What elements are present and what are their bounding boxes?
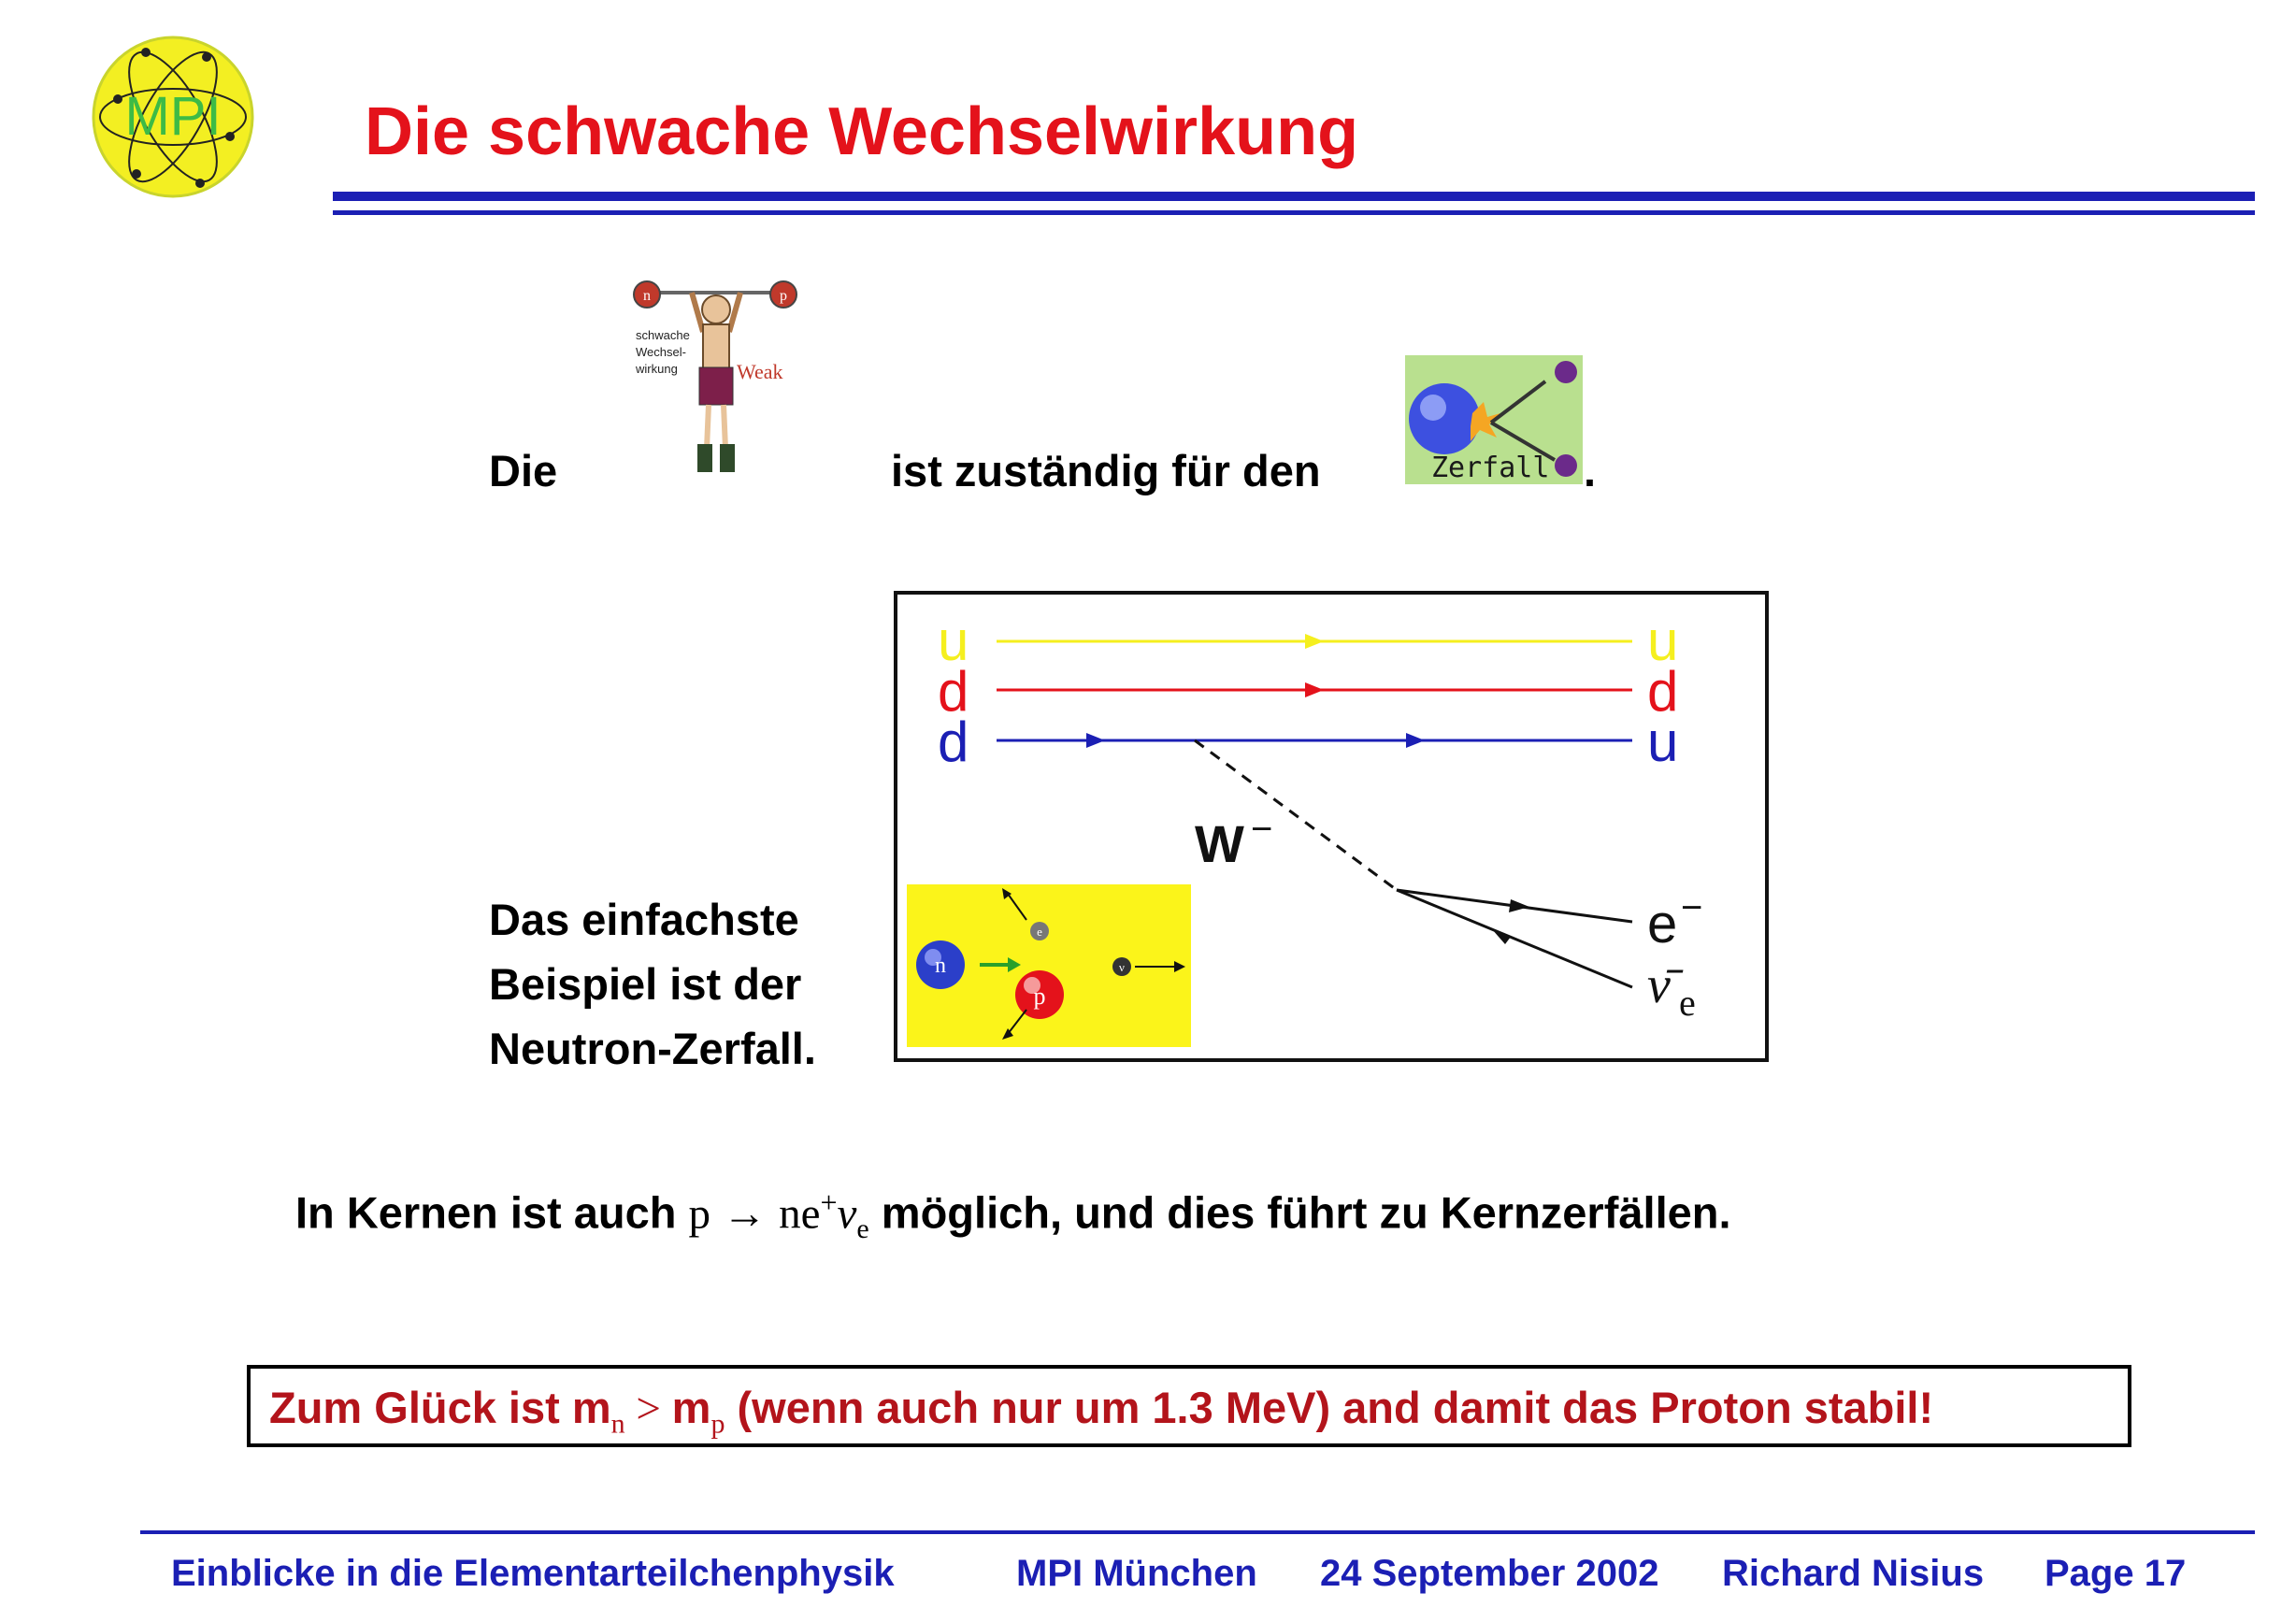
left-quark-d1: d xyxy=(938,660,969,723)
electron-label: e xyxy=(1647,894,1678,955)
antineutrino-sub: e xyxy=(1679,982,1696,1024)
statement-line xyxy=(295,1187,1731,1243)
formula-arrow: → xyxy=(723,1189,768,1239)
formula-nu: ν xyxy=(837,1189,857,1239)
footer-page: Page 17 xyxy=(2045,1553,2187,1594)
logo-text: MPI xyxy=(124,86,222,147)
title-rule-thick xyxy=(333,192,2255,201)
strongman-ball-n: n xyxy=(643,288,651,304)
formula-nu-sub: e xyxy=(856,1213,869,1245)
note-suffix: (wenn auch nur um 1.3 MeV) and damit das Proton stabil! xyxy=(725,1383,1934,1432)
decay-n: n xyxy=(935,954,946,978)
strongman-ball-p: p xyxy=(780,288,787,304)
example-line-2: Beispiel ist der xyxy=(489,959,802,1009)
title-rule-thin xyxy=(333,210,2255,215)
intro-period: . xyxy=(1584,446,1597,495)
note-m2: m xyxy=(671,1383,711,1432)
statement-suffix: möglich, und dies führt zu Kernzerfällen. xyxy=(881,1187,1731,1238)
example-line-3: Neutron-Zerfall. xyxy=(489,1024,816,1073)
w-boson-label: W xyxy=(1195,814,1244,873)
right-quark-d: d xyxy=(1647,660,1679,723)
formula-e: e xyxy=(800,1189,821,1239)
weak-strongman-figure xyxy=(626,266,804,486)
decay-icon xyxy=(1405,355,1583,484)
left-quark-u: u xyxy=(938,610,969,672)
stability-note-text xyxy=(269,1385,1933,1438)
footer-institute: MPI München xyxy=(1016,1553,1257,1594)
intro-die: Die xyxy=(489,446,558,495)
statement-prefix: In Kernen ist auch xyxy=(295,1187,677,1238)
note-prefix: Zum Glück ist m xyxy=(269,1383,611,1432)
page-title: Die schwache Wechselwirkung xyxy=(365,94,1359,169)
footer-date: 24 September 2002 xyxy=(1320,1553,1659,1594)
note-gt: > xyxy=(624,1385,672,1433)
example-line-1: Das einfachste xyxy=(489,895,799,944)
decay-p: p xyxy=(1033,983,1046,1010)
note-sub-p: p xyxy=(710,1408,725,1440)
right-quark-u: u xyxy=(1647,610,1679,672)
electron-charge: − xyxy=(1681,887,1703,928)
strongman-caption-2: Wechsel- xyxy=(636,345,686,359)
strongman-caption-1: schwache xyxy=(636,328,690,342)
stability-note-box xyxy=(247,1365,2131,1447)
w-boson-charge: − xyxy=(1251,809,1273,850)
intro-middle: ist zuständig für den xyxy=(891,446,1321,495)
decay-icon-label: Zerfall xyxy=(1431,452,1550,484)
decay-nu: ν xyxy=(1119,960,1125,974)
footer-rule xyxy=(140,1530,2255,1534)
antineutrino-label: ν̄ xyxy=(1647,956,1671,1014)
mpi-logo xyxy=(90,34,256,200)
formula-p: p xyxy=(688,1189,710,1239)
strongman-weak-tag: Weak xyxy=(737,360,783,383)
formula-n: n xyxy=(779,1189,801,1239)
footer-course: Einblicke in die Elementarteilchenphysik xyxy=(171,1553,895,1594)
right-quark-u2: u xyxy=(1647,711,1679,773)
neutron-decay-picture xyxy=(907,884,1191,1047)
decay-e: e xyxy=(1037,925,1042,939)
footer-author: Richard Nisius xyxy=(1722,1553,1985,1594)
note-sub-n: n xyxy=(610,1408,625,1440)
formula-e-sup: + xyxy=(820,1185,838,1219)
strongman-caption-3: wirkung xyxy=(636,362,678,376)
left-quark-d2: d xyxy=(938,711,969,773)
